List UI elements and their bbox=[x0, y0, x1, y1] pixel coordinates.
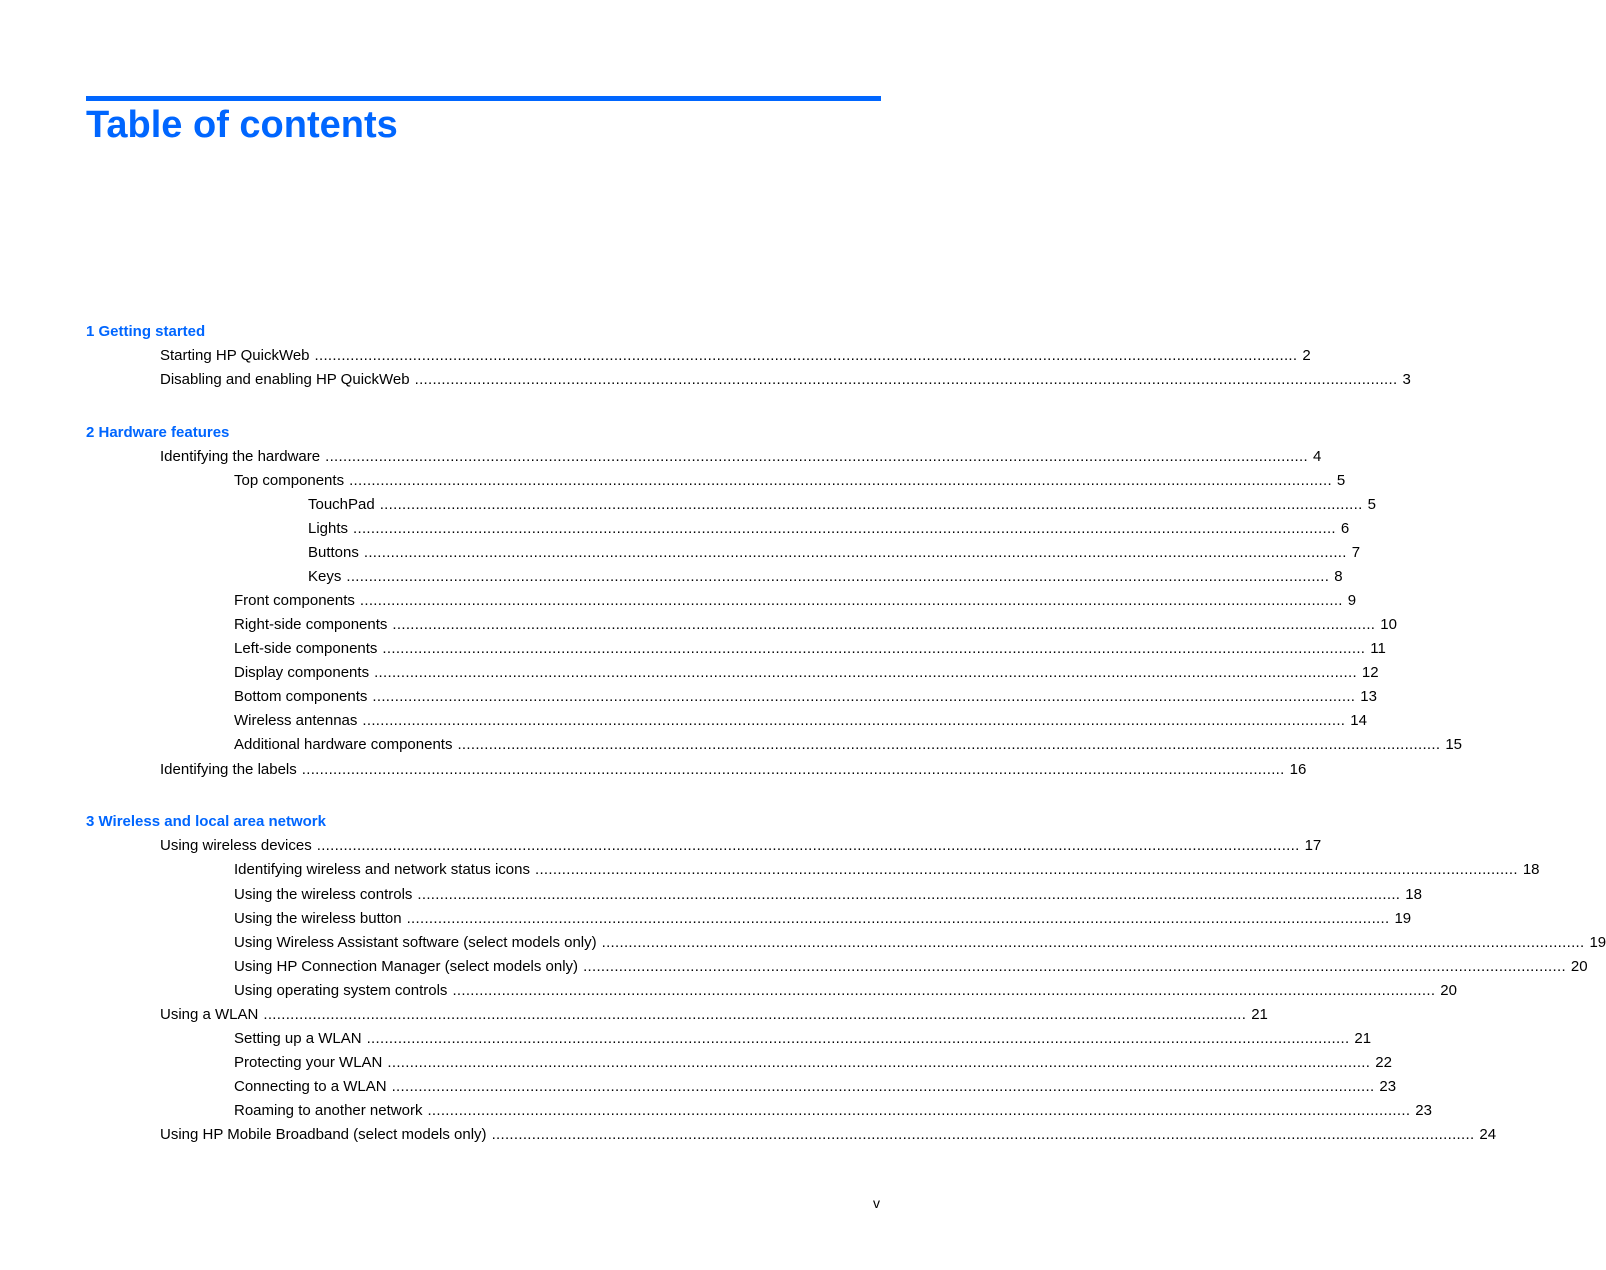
toc-entry[interactable] bbox=[308, 568, 1343, 586]
toc-entry-title: Keys bbox=[308, 568, 342, 585]
toc-entry-title: Using the wireless controls bbox=[234, 886, 413, 903]
toc-leader-dots: ............................................................................................................................................................................................................................ bbox=[601, 934, 1585, 951]
toc-chapter-3[interactable]: 3 Wireless and local area network bbox=[86, 813, 326, 830]
toc-entry-title: TouchPad bbox=[308, 496, 375, 513]
toc-entry-title: Buttons bbox=[308, 544, 359, 561]
toc-entry[interactable] bbox=[234, 712, 1367, 730]
toc-entry[interactable] bbox=[160, 347, 1311, 365]
toc-entry-title: Identifying the labels bbox=[160, 761, 297, 778]
toc-entry-page: 16 bbox=[1289, 761, 1307, 778]
toc-entry[interactable] bbox=[234, 592, 1357, 610]
toc-leader-dots: ............................................................................................................................................................................................................................ bbox=[346, 568, 1330, 585]
toc-entry-title: Display components bbox=[234, 664, 370, 681]
toc-entry-title: Identifying the hardware bbox=[160, 448, 321, 465]
toc-leader-dots: ............................................................................................................................................................................................................................ bbox=[359, 592, 1343, 609]
toc-leader-dots: ............................................................................................................................................................................................................................ bbox=[349, 472, 1332, 489]
toc-entry-page: 21 bbox=[1251, 1006, 1268, 1023]
toc-entry-title: Front components bbox=[234, 592, 355, 609]
toc-entry[interactable] bbox=[234, 472, 1346, 490]
toc-leader-dots: ............................................................................................................................................................................................................................ bbox=[263, 1006, 1247, 1023]
toc-entry-title: Left-side components bbox=[234, 640, 378, 657]
toc-entry-page: 5 bbox=[1367, 496, 1376, 513]
toc-entry-title: Connecting to a WLAN bbox=[234, 1078, 387, 1095]
toc-leader-dots: ............................................................................................................................................................................................................................ bbox=[314, 347, 1298, 364]
toc-entry-title: Using the wireless button bbox=[234, 910, 402, 927]
toc-leader-dots: ............................................................................................................................................................................................................................ bbox=[392, 616, 1376, 633]
toc-entry-page: 6 bbox=[1340, 520, 1350, 537]
toc-entry-page: 7 bbox=[1351, 544, 1361, 561]
toc-leader-dots: ............................................................................................................................................................................................................................ bbox=[417, 886, 1401, 903]
toc-leader-dots: ............................................................................................................................................................................................................................ bbox=[379, 496, 1363, 513]
toc-entry-title: Top components bbox=[234, 472, 345, 489]
toc-entry[interactable] bbox=[234, 640, 1386, 658]
toc-leader-dots: ............................................................................................................................................................................................................................ bbox=[363, 544, 1347, 561]
toc-entry[interactable] bbox=[234, 910, 1412, 928]
toc-entry[interactable] bbox=[308, 544, 1361, 562]
toc-leader-dots: ............................................................................................................................................................................................................................ bbox=[457, 736, 1441, 753]
toc-entry[interactable] bbox=[234, 1030, 1372, 1048]
toc-entry-page: 14 bbox=[1350, 712, 1367, 729]
toc-entry-title: Right-side components bbox=[234, 616, 388, 633]
toc-entry[interactable] bbox=[234, 1102, 1432, 1120]
toc-entry-page: 11 bbox=[1370, 640, 1386, 657]
toc-entry-page: 13 bbox=[1360, 688, 1377, 705]
toc-leader-dots: ............................................................................................................................................................................................................................ bbox=[534, 861, 1518, 878]
toc-leader-dots: ............................................................................................................................................................................................................................ bbox=[452, 982, 1436, 999]
toc-leader-dots: ............................................................................................................................................................................................................................ bbox=[325, 448, 1308, 465]
toc-leader-dots: ............................................................................................................................................................................................................................ bbox=[353, 520, 1336, 537]
toc-entry[interactable] bbox=[308, 496, 1376, 514]
toc-leader-dots: ............................................................................................................................................................................................................................ bbox=[406, 910, 1390, 927]
toc-leader-dots: ............................................................................................................................................................................................................................ bbox=[414, 371, 1398, 388]
toc-entry[interactable] bbox=[234, 664, 1379, 682]
toc-entry[interactable] bbox=[234, 736, 1462, 754]
toc-entry-page: 17 bbox=[1304, 837, 1322, 854]
toc-entry-page: 18 bbox=[1405, 886, 1422, 903]
toc-leader-dots: ............................................................................................................................................................................................................................ bbox=[583, 958, 1566, 975]
toc-chapter-1[interactable]: 1 Getting started bbox=[86, 323, 206, 340]
page-number: v bbox=[873, 1195, 880, 1211]
toc-entry-page: 4 bbox=[1312, 448, 1322, 465]
toc-entry-page: 19 bbox=[1589, 934, 1606, 951]
toc-entry-page: 2 bbox=[1302, 347, 1311, 364]
toc-entry-page: 12 bbox=[1361, 664, 1379, 681]
toc-entry[interactable] bbox=[160, 1006, 1268, 1024]
toc-entry[interactable] bbox=[308, 520, 1350, 538]
toc-entry-title: Using HP Connection Manager (select models only) bbox=[234, 958, 579, 975]
toc-entry-page: 21 bbox=[1354, 1030, 1372, 1047]
toc-entry-title: Bottom components bbox=[234, 688, 368, 705]
toc-entry-page: 18 bbox=[1522, 861, 1540, 878]
toc-entry-page: 8 bbox=[1334, 568, 1343, 585]
toc-entry[interactable] bbox=[160, 837, 1322, 855]
toc-entry-page: 9 bbox=[1347, 592, 1357, 609]
toc-entry[interactable] bbox=[160, 448, 1322, 466]
toc-entry[interactable] bbox=[234, 886, 1422, 904]
toc-entry-title: Using a WLAN bbox=[160, 1006, 259, 1023]
toc-entry-title: Using wireless devices bbox=[160, 837, 312, 854]
toc-chapter-2[interactable]: 2 Hardware features bbox=[86, 424, 230, 441]
toc-entry-page: 20 bbox=[1570, 958, 1588, 975]
toc-entry-title: Additional hardware components bbox=[234, 736, 453, 753]
toc-entry-page: 19 bbox=[1394, 910, 1412, 927]
toc-entry-page: 15 bbox=[1445, 736, 1462, 753]
toc-entry[interactable] bbox=[234, 616, 1397, 634]
page-title: Table of contents bbox=[86, 104, 398, 146]
toc-entry-title: Protecting your WLAN bbox=[234, 1054, 383, 1071]
toc-entry[interactable] bbox=[234, 1078, 1397, 1096]
toc-entry-title: Using HP Mobile Broadband (select models only) bbox=[160, 1126, 487, 1143]
toc-leader-dots: ............................................................................................................................................................................................................................ bbox=[491, 1126, 1475, 1143]
toc-entry-title: Setting up a WLAN bbox=[234, 1030, 362, 1047]
toc-leader-dots: ............................................................................................................................................................................................................................ bbox=[387, 1054, 1371, 1071]
toc-leader-dots: ............................................................................................................................................................................................................................ bbox=[382, 640, 1366, 657]
toc-entry-title: Roaming to another network bbox=[234, 1102, 423, 1119]
toc-leader-dots: ............................................................................................................................................................................................................................ bbox=[374, 664, 1357, 681]
toc-entry-page: 10 bbox=[1380, 616, 1397, 633]
toc-entry[interactable] bbox=[160, 1126, 1497, 1144]
toc-entry[interactable] bbox=[234, 934, 1606, 952]
toc-entry-title: Identifying wireless and network status icons bbox=[234, 861, 530, 878]
toc-entry[interactable] bbox=[234, 861, 1540, 879]
toc-entry-title: Lights bbox=[308, 520, 349, 537]
toc-leader-dots: ............................................................................................................................................................................................................................ bbox=[316, 837, 1300, 854]
toc-leader-dots: ............................................................................................................................................................................................................................ bbox=[372, 688, 1356, 705]
toc-leader-dots: ............................................................................................................................................................................................................................ bbox=[301, 761, 1285, 778]
toc-entry-title: Wireless antennas bbox=[234, 712, 358, 729]
toc-entry-page: 5 bbox=[1336, 472, 1346, 489]
toc-entry-page: 22 bbox=[1375, 1054, 1392, 1071]
toc-leader-dots: ............................................................................................................................................................................................................................ bbox=[391, 1078, 1375, 1095]
toc-entry-page: 24 bbox=[1479, 1126, 1497, 1143]
toc-leader-dots: ............................................................................................................................................................................................................................ bbox=[362, 712, 1346, 729]
toc-entry-page: 20 bbox=[1440, 982, 1457, 999]
toc-entry-page: 23 bbox=[1379, 1078, 1397, 1095]
toc-entry[interactable] bbox=[234, 958, 1588, 976]
toc-entry-title: Using Wireless Assistant software (select models only) bbox=[234, 934, 597, 951]
toc-entry[interactable] bbox=[160, 371, 1411, 389]
toc-entry-page: 3 bbox=[1402, 371, 1411, 388]
toc-leader-dots: ............................................................................................................................................................................................................................ bbox=[427, 1102, 1411, 1119]
toc-leader-dots: ............................................................................................................................................................................................................................ bbox=[366, 1030, 1350, 1047]
toc-entry[interactable] bbox=[234, 1054, 1392, 1072]
toc-entry-page: 23 bbox=[1415, 1102, 1432, 1119]
toc-entry[interactable] bbox=[234, 688, 1377, 706]
toc-entry-title: Using operating system controls bbox=[234, 982, 448, 999]
toc-entry-title: Disabling and enabling HP QuickWeb bbox=[160, 371, 410, 388]
toc-entry[interactable] bbox=[234, 982, 1457, 1000]
toc-entry[interactable] bbox=[160, 761, 1307, 779]
toc-entry-title: Starting HP QuickWeb bbox=[160, 347, 310, 364]
